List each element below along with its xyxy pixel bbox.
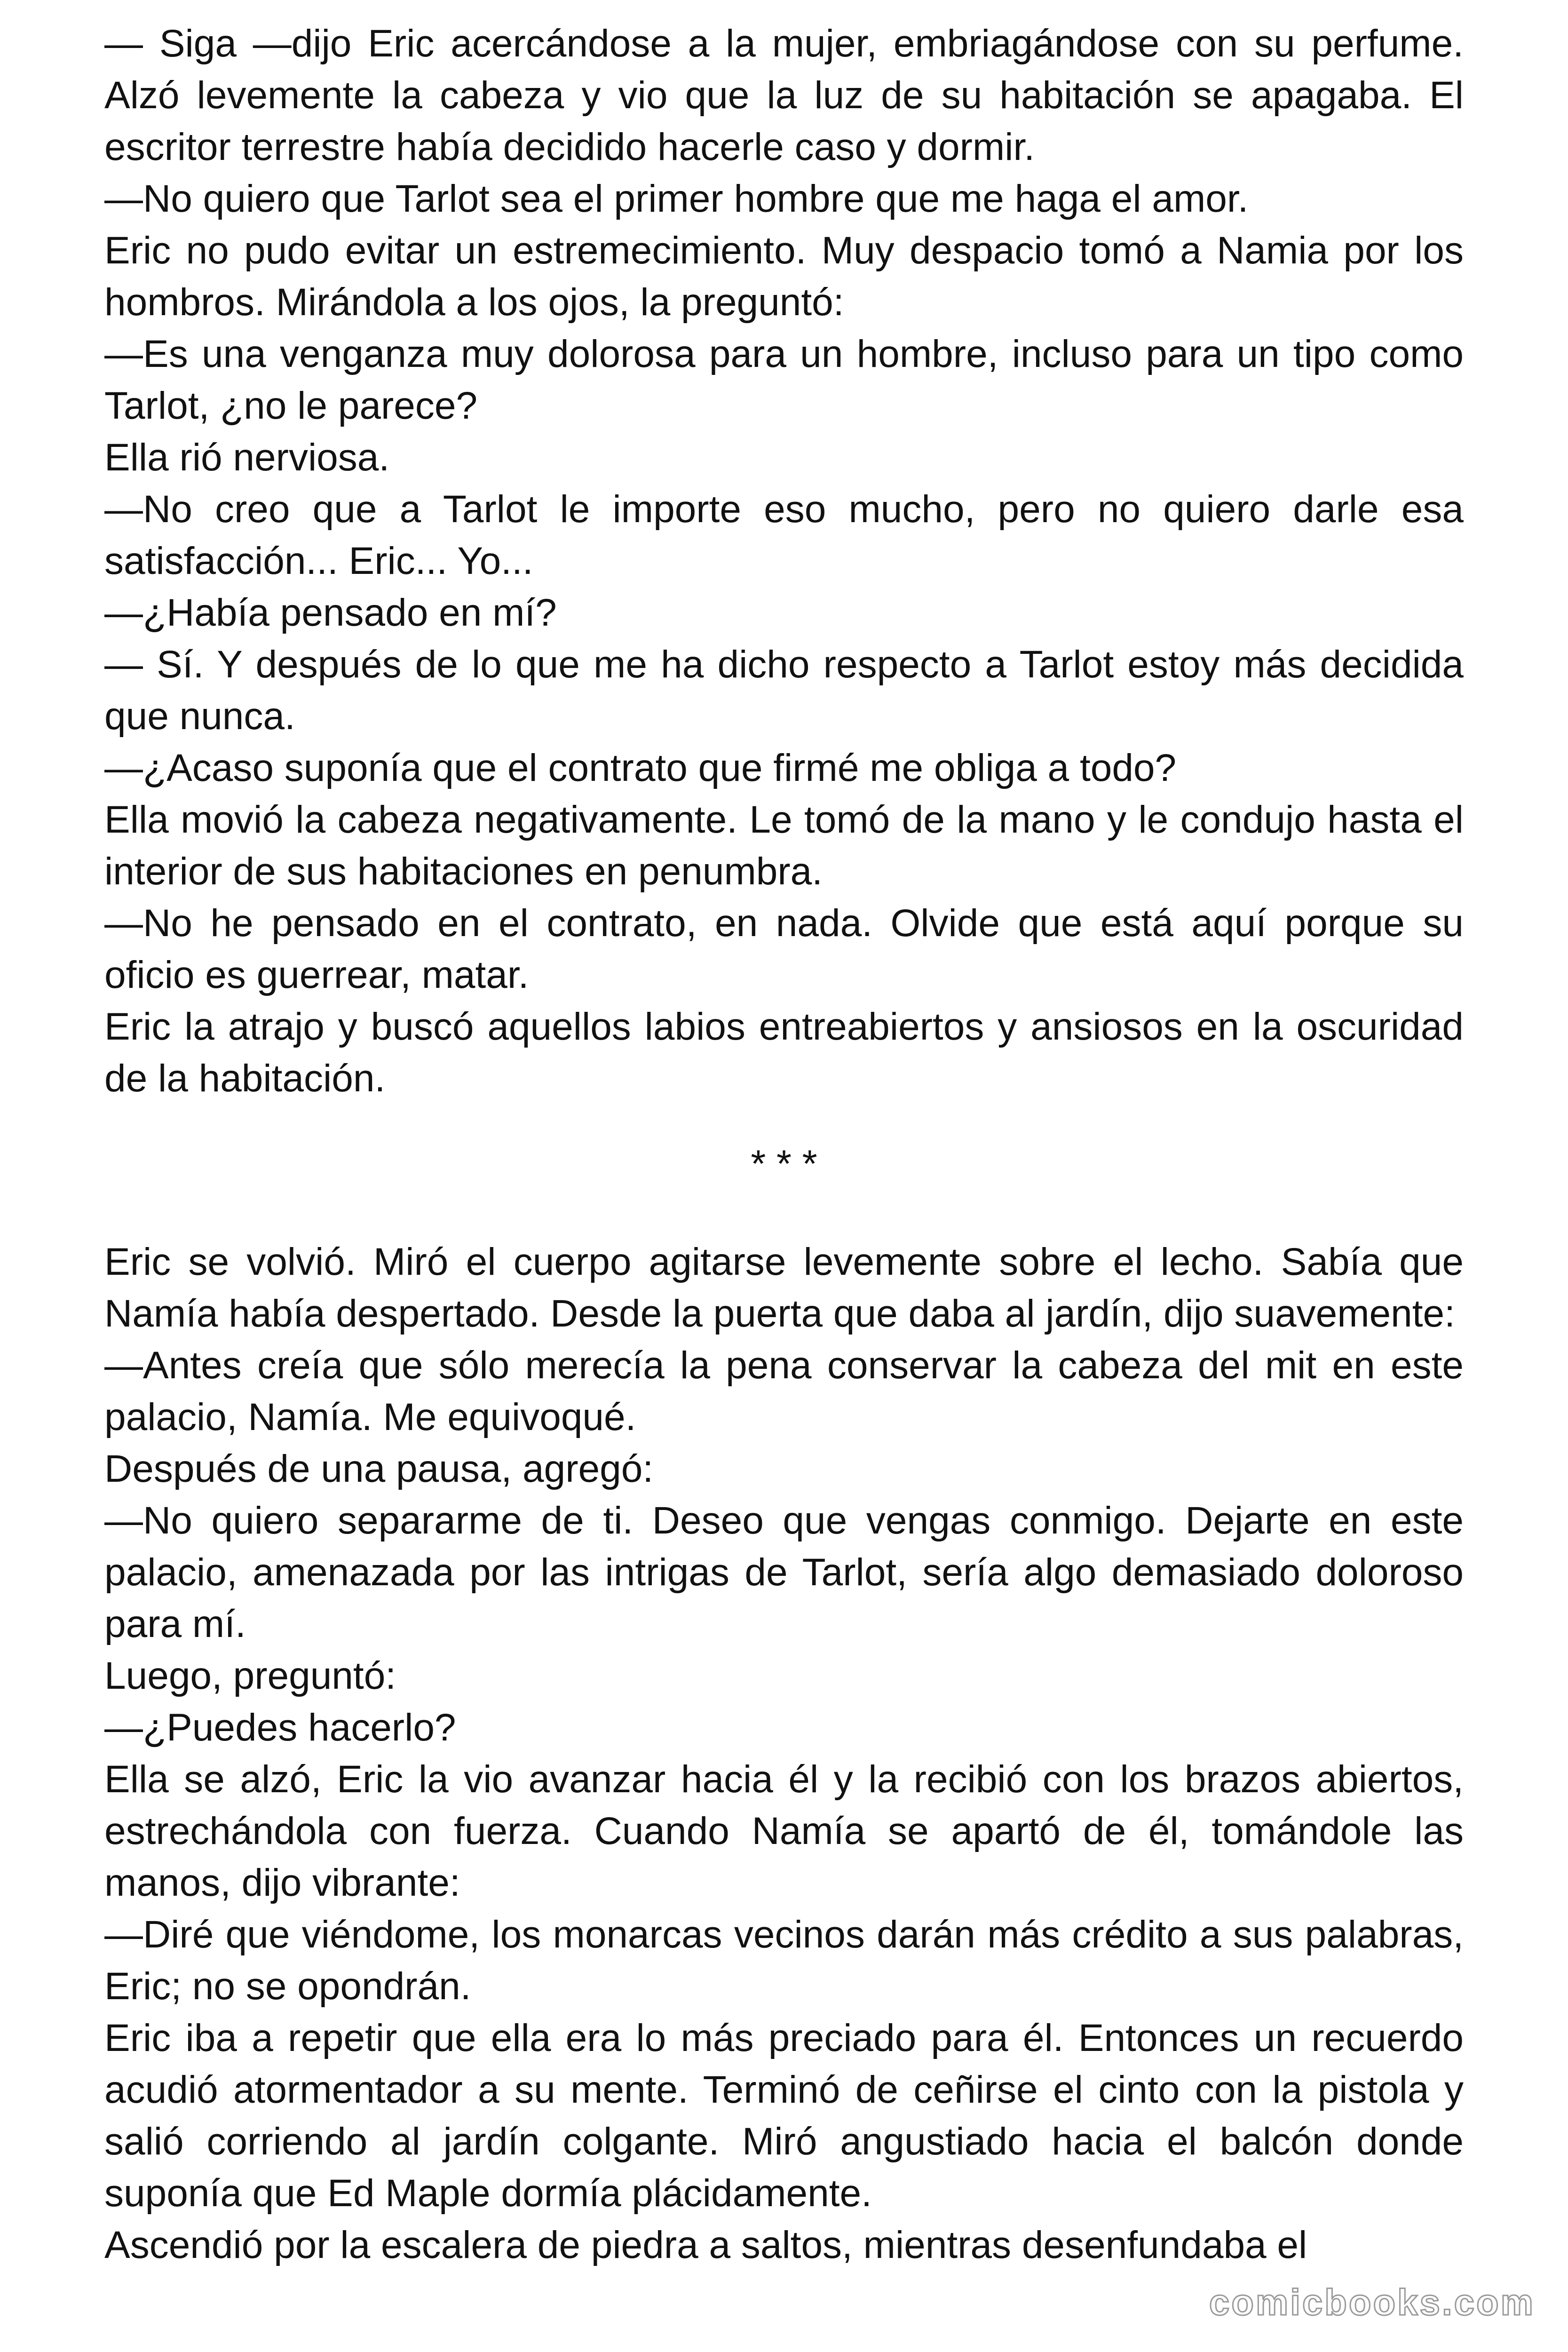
- paragraph: Eric iba a repetir que ella era lo más preciado para él. Entonces un recuerdo acudió atormentador a su mente. Terminó de ceñirse el cinto con la pistola y salió corriendo al jardín colgante. Miró angustiado hacia el balcón donde suponía que Ed Maple dormía plácidamente.: [104, 2017, 1464, 2215]
- paragraph: Eric la atrajo y buscó aquellos labios entreabiertos y ansiosos en la oscuridad de la habitación.: [104, 1005, 1464, 1100]
- text-block-bottom: [104, 1236, 1464, 2271]
- paragraph: Luego, preguntó:: [104, 1654, 396, 1697]
- paragraph: —Diré que viéndome, los monarcas vecinos darán más crédito a sus palabras, Eric; no se opondrán.: [104, 1913, 1464, 2008]
- paragraph: Eric se volvió. Miró el cuerpo agitarse levemente sobre el lecho. Sabía que Namía había despertado. Desde la puerta que daba al jardín, dijo suavemente:: [104, 1240, 1464, 1335]
- paragraph: —No quiero que Tarlot sea el primer hombre que me haga el amor.: [104, 177, 1249, 220]
- paragraph: —No quiero separarme de ti. Deseo que vengas conmigo. Dejarte en este palacio, amenazada por las intrigas de Tarlot, sería algo demasiado doloroso para mí.: [104, 1499, 1464, 1645]
- paragraph: —No creo que a Tarlot le importe eso mucho, pero no quiero darle esa satisfacción... Eric... Yo...: [104, 488, 1464, 582]
- paragraph: Ascendió por la escalera de piedra a saltos, mientras desenfundaba el: [104, 2224, 1307, 2266]
- paragraph: Eric no pudo evitar un estremecimiento. Muy despacio tomó a Namia por los hombros. Mirándola a los ojos, la preguntó:: [104, 229, 1464, 324]
- paragraph: —¿Puedes hacerlo?: [104, 1706, 456, 1749]
- paragraph: —¿Acaso suponía que el contrato que firmé me obliga a todo?: [104, 747, 1177, 789]
- paragraph: —Antes creía que sólo merecía la pena conservar la cabeza del mit en este palacio, Namía. Me equivoqué.: [104, 1344, 1464, 1438]
- section-separator: * * *: [751, 1143, 817, 1185]
- paragraph: Ella rió nerviosa.: [104, 436, 390, 479]
- paragraph: Después de una pausa, agregó:: [104, 1447, 654, 1490]
- watermark: comicbooks.com: [1209, 2281, 1535, 2323]
- paragraph: Ella movió la cabeza negativamente. Le tomó de la mano y le condujo hasta el interior de sus habitaciones en penumbra.: [104, 798, 1464, 893]
- text-block-top: [104, 18, 1464, 1104]
- paragraph: —No he pensado en el contrato, en nada. Olvide que está aquí porque su oficio es guerrear, matar.: [104, 902, 1464, 996]
- paragraph: — Sí. Y después de lo que me ha dicho respecto a Tarlot estoy más decidida que nunca.: [104, 643, 1464, 738]
- paragraph: —Es una venganza muy dolorosa para un hombre, incluso para un tipo como Tarlot, ¿no le parece?: [104, 333, 1464, 427]
- paragraph: —¿Había pensado en mí?: [104, 591, 557, 634]
- paragraph: Ella se alzó, Eric la vio avanzar hacia él y la recibió con los brazos abiertos, estrechándola con fuerza. Cuando Namía se apartó de él, tomándole las manos, dijo vibrante:: [104, 1758, 1464, 1904]
- paragraph: — Siga —dijo Eric acercándose a la mujer, embriagándose con su perfume. Alzó levemente la cabeza y vio que la luz de su habitación se apagaba. El escritor terrestre había decidido hacerle caso y dormir.: [104, 22, 1464, 168]
